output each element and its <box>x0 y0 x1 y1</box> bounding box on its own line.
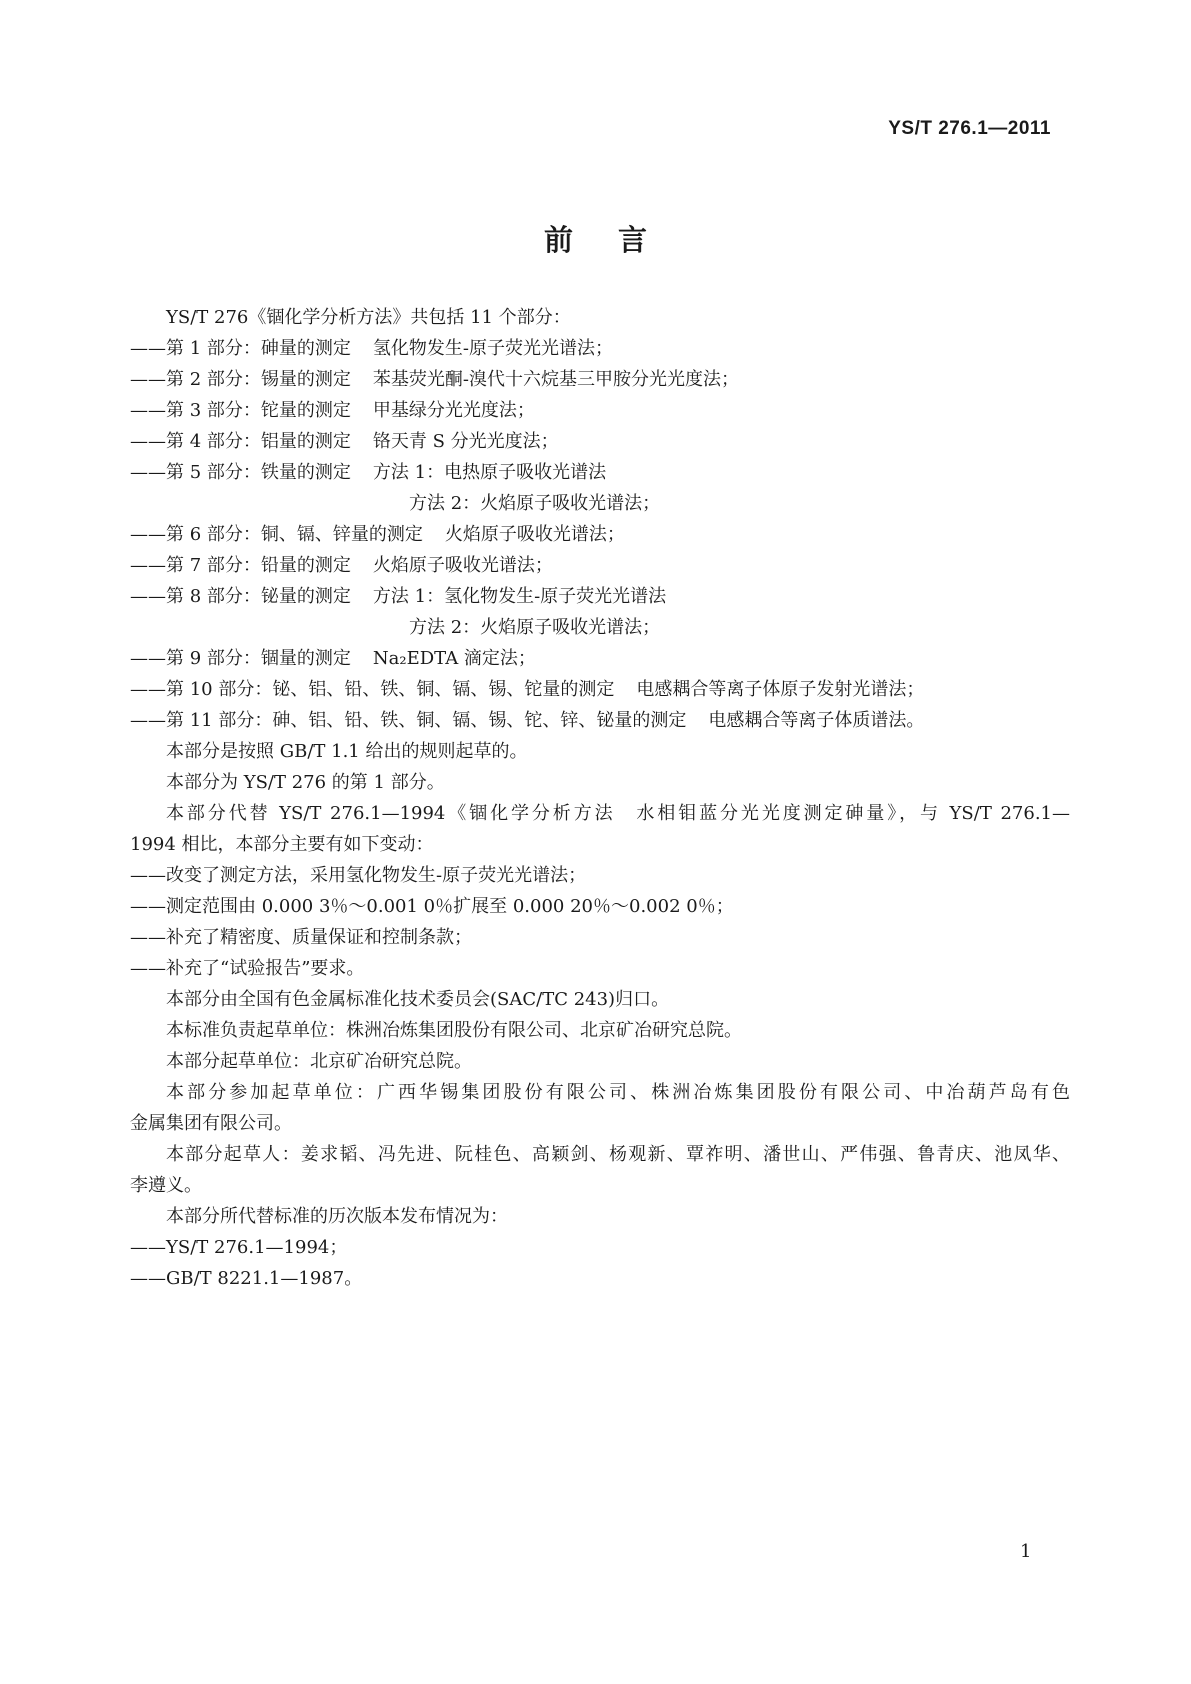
part-list-item: ——第 1 部分：砷量的测定 氢化物发生-原子荧光光谱法； <box>130 338 613 359</box>
part-method-continuation: 方法 2：火焰原子吸收光谱法； <box>409 493 661 514</box>
part-list-item: ——第 8 部分：铋量的测定 方法 1：氢化物发生-原子荧光光谱法 <box>130 586 667 607</box>
participating-units-line: 本部分参加起草单位：广西华锡集团股份有限公司、株洲冶炼集团股份有限公司、中冶葫芦岛有色 <box>166 1082 1070 1103</box>
part-of-paragraph: 本部分为 YS/T 276 的第 1 部分。 <box>166 772 445 793</box>
part-list-item: ——第 4 部分：铝量的测定 铬天青 S 分光光度法； <box>130 431 559 452</box>
history-list-item: ——GB/T 8221.1—1987。 <box>130 1268 363 1289</box>
change-list-item: ——改变了测定方法，采用氢化物发生-原子荧光光谱法； <box>130 865 587 886</box>
intro-paragraph: YS/T 276《锢化学分析方法》共包括 11 个部分： <box>166 307 571 328</box>
part-list-item: ——第 9 部分：锢量的测定 Na₂EDTA 滴定法； <box>130 648 536 669</box>
drafters-line: 李遵义。 <box>130 1175 202 1196</box>
part-list-item: ——第 10 部分：铋、铝、铅、铁、铜、镉、锡、铊量的测定 电感耦合等离子体原子发射光谱法； <box>130 679 925 700</box>
committee-paragraph: 本部分由全国有色金属标准化技术委员会(SAC/TC 243)归口。 <box>166 989 670 1010</box>
standard-number: YS/T 276.1—2011 <box>888 118 1051 139</box>
rules-paragraph: 本部分是按照 GB/T 1.1 给出的规则起草的。 <box>166 741 528 762</box>
part-list-item: ——第 6 部分：铜、镉、锌量的测定 火焰原子吸收光谱法； <box>130 524 625 545</box>
part-list-item: ——第 5 部分：铁量的测定 方法 1：电热原子吸收光谱法 <box>130 462 607 483</box>
change-list-item: ——补充了精密度、质量保证和控制条款； <box>130 927 472 948</box>
history-list-item: ——YS/T 276.1—1994； <box>130 1237 348 1258</box>
change-list-item: ——测定范围由 0.000 3％～0.001 0％扩展至 0.000 20％～0.002 0％； <box>130 896 734 917</box>
change-list-item: ——补充了“试验报告”要求。 <box>130 958 365 979</box>
part-list-item: ——第 2 部分：锡量的测定 苯基荧光酮-溴代十六烷基三甲胺分光光度法； <box>130 369 739 390</box>
drafting-unit-paragraph: 本部分起草单位：北京矿冶研究总院。 <box>166 1051 472 1072</box>
replacement-paragraph-line: 本部分代替 YS/T 276.1—1994《锢化学分析方法 水相钼蓝分光光度测定砷量》，与 YS/T 276.1— <box>166 803 1070 824</box>
page-title: 前言 <box>543 223 692 257</box>
history-paragraph: 本部分所代替标准的历次版本发布情况为： <box>166 1206 508 1227</box>
participating-units-line: 金属集团有限公司。 <box>130 1113 292 1134</box>
replacement-paragraph-line: 1994 相比，本部分主要有如下变动： <box>130 834 434 855</box>
page-number: 1 <box>1020 1541 1032 1562</box>
preface-body <box>130 302 1070 1294</box>
responsible-unit-paragraph: 本标准负责起草单位：株洲冶炼集团股份有限公司、北京矿冶研究总院。 <box>166 1020 742 1041</box>
drafters-line: 本部分起草人：姜求韬、冯先进、阮桂色、高颖剑、杨观新、覃祚明、潘世山、严伟强、鲁青庆、池凤华、 <box>166 1144 1070 1165</box>
part-method-continuation: 方法 2：火焰原子吸收光谱法； <box>409 617 661 638</box>
part-list-item: ——第 11 部分：砷、铝、铅、铁、铜、镉、锡、铊、锌、铋量的测定 电感耦合等离子体质谱法。 <box>130 710 925 731</box>
part-list-item: ——第 3 部分：铊量的测定 甲基绿分光光度法； <box>130 400 535 421</box>
part-list-item: ——第 7 部分：铅量的测定 火焰原子吸收光谱法； <box>130 555 553 576</box>
